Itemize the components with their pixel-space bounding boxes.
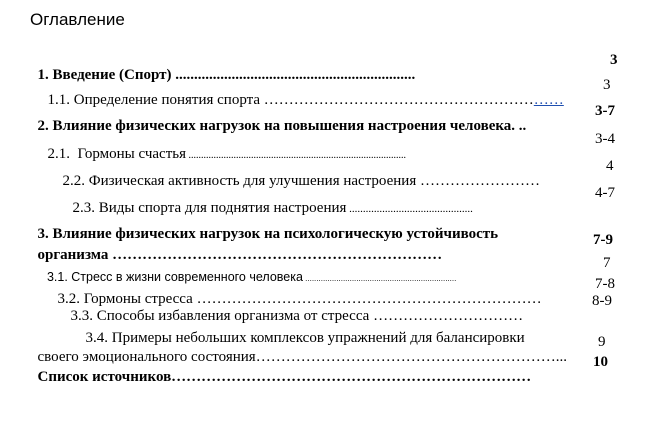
toc-leader: ............................................. — [346, 203, 473, 215]
toc-entry-4[interactable] — [30, 355, 531, 385]
toc-entry-2[interactable] — [30, 104, 526, 134]
toc-leader: .................................................................... — [302, 273, 457, 283]
toc-entry-text: 3.2. Гормоны стресса — [57, 291, 193, 307]
toc-page-2-1: 3-4 — [595, 131, 615, 147]
toc-page-3-4: 9 — [598, 334, 606, 350]
toc-page-3: 7-9 — [593, 232, 613, 248]
toc-leader: ……………………………………………… — [260, 92, 534, 108]
toc-leader: …………………………………………………………… — [192, 291, 542, 307]
toc-entry-text: 3. Влияние физических нагрузок на психологическую устойчивость — [37, 226, 499, 242]
toc-entry-text-cont: своего эмоционального состояния — [37, 349, 256, 365]
toc-entry-text: 3.1. Стресс в жизни современного человека — [46, 269, 303, 284]
toc-entry-text: 2.3. Виды спорта для поднятия настроения — [72, 200, 347, 216]
toc-page-2-2: 4 — [606, 158, 614, 174]
toc-entry-text: Список источников — [37, 369, 172, 385]
toc-page-1: 3 — [610, 52, 618, 68]
toc-page-2: 3-7 — [595, 103, 615, 119]
toc-leader: .. — [515, 118, 527, 134]
toc-entry-text: 3.4. Примеры небольших комплексов упражнений для балансировки — [85, 330, 525, 346]
toc-page-3-3: 8-9 — [592, 293, 612, 309]
toc-entry-text: 1.1. Определение понятия спорта — [47, 92, 261, 108]
toc-leader: ………………………………………………………… — [108, 247, 443, 263]
toc-leader: ……………………………………………………... — [255, 349, 567, 365]
toc-leader: ……………………………………………………………… — [171, 369, 532, 385]
toc-entry-2-1[interactable] — [40, 132, 406, 162]
toc-entry-text: 2.1. Гормоны счастья — [47, 146, 186, 162]
toc-leader: ....................................................................................... — [186, 150, 406, 161]
toc-entry-text: 1. Введение (Спорт) — [37, 67, 172, 83]
toc-heading: Оглавление — [30, 10, 125, 29]
toc-entry-text-cont: организма — [37, 247, 109, 263]
toc-page-3-2: 7-8 — [595, 276, 615, 292]
toc-leader-link[interactable]: …… — [533, 92, 564, 108]
toc-leader: ................................................................ — [171, 67, 416, 83]
toc-entry-2-2[interactable] — [55, 159, 540, 189]
toc-page-1-1: 3 — [603, 77, 611, 93]
toc-entry-text: 2.2. Физическая активность для улучшения настроения — [62, 173, 417, 189]
toc-page-2-3: 4-7 — [595, 185, 615, 201]
toc-leader: ………………………… — [369, 308, 524, 324]
toc-entry-text: 3.3. Способы избавления организма от стресса — [70, 308, 370, 324]
toc-entry-text: 2. Влияние физических нагрузок на повышения настроения человека. — [37, 118, 516, 134]
toc-page-4: 10 — [593, 354, 608, 370]
toc-page-3-1: 7 — [603, 255, 611, 271]
toc-leader: …………………… — [416, 173, 540, 189]
